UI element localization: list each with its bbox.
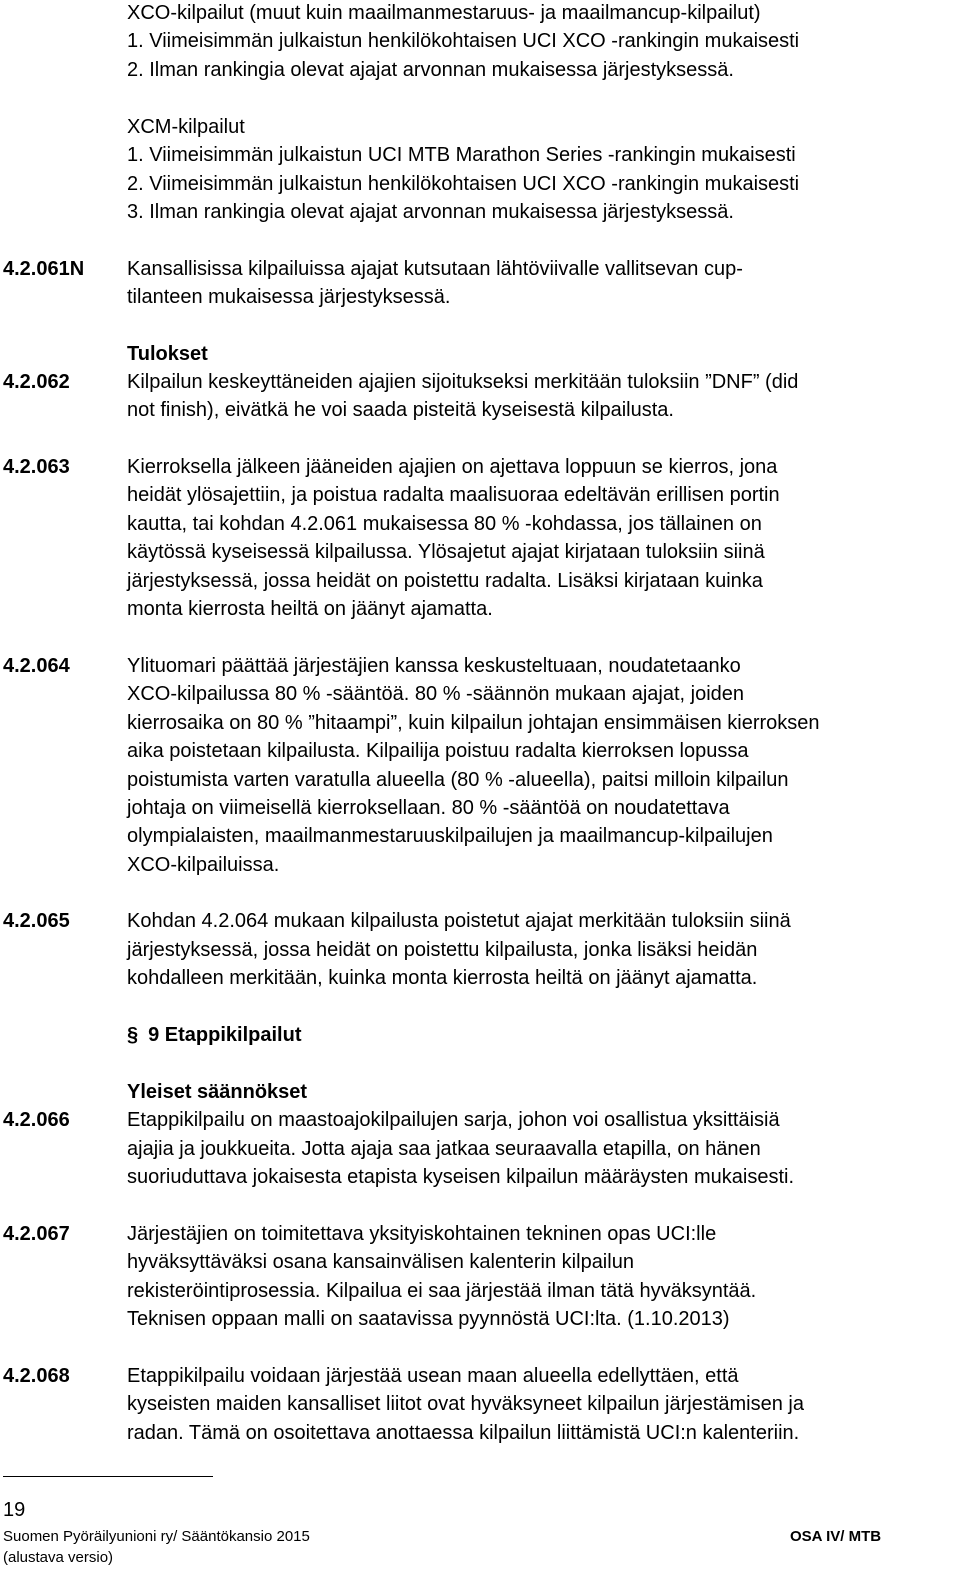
rule-068-line-3: radan. Tämä on osoitettava anottaessa kilpailun liittämistä UCI:n kalenteriin. bbox=[127, 1422, 800, 1444]
rule-064-line-7: olympialaisten, maailmanmestaruuskilpailujen ja maailmancup-kilpailujen bbox=[127, 825, 773, 847]
rule-061n-line-1: Kansallisissa kilpailuissa ajajat kutsutaan lähtöviivalle vallitsevan cup- bbox=[127, 258, 743, 280]
rule-063-line-1: Kierroksella jälkeen jääneiden ajajien on ajettava loppuun se kierros, jona bbox=[127, 456, 778, 478]
section-heading-tulokset: Tulokset bbox=[127, 343, 208, 365]
rule-062-line-1: Kilpailun keskeyttäneiden ajajien sijoitukseksi merkitään tuloksiin ”DNF” (did bbox=[127, 371, 799, 393]
rule-064-line-1: Ylituomari päättää järjestäjien kanssa keskusteltuaan, noudatetaanko bbox=[127, 655, 741, 677]
rule-063-line-3: kautta, tai kohdan 4.2.061 mukaisessa 80 % -kohdassa, jos tällainen on bbox=[127, 513, 762, 535]
rule-068-line-2: kyseisten maiden kansalliset liitot ovat hyväksyneet kilpailun järjestämisen ja bbox=[127, 1393, 804, 1415]
rule-064-line-5: poistumista varten varatulla alueella (80 % -alueella), paitsi milloin kilpailun bbox=[127, 769, 789, 791]
xcm-item-1: 1. Viimeisimmän julkaistun UCI MTB Marathon Series -rankingin mukaisesti bbox=[127, 144, 796, 166]
rule-number-065: 4.2.065 bbox=[3, 910, 70, 932]
rule-067-line-2: hyväksyttäväksi osana kansainvälisen kalenterin kilpailun bbox=[127, 1251, 634, 1273]
rule-067-line-4: Teknisen oppaan malli on saatavissa pyynnöstä UCI:lta. (1.10.2013) bbox=[127, 1308, 730, 1330]
rule-number-068: 4.2.068 bbox=[3, 1365, 70, 1387]
rule-065-line-3: kohdalleen merkitään, kuinka monta kierrosta heiltä on jäänyt ajamatta. bbox=[127, 967, 758, 989]
rule-064-line-8: XCO-kilpailuissa. bbox=[127, 854, 280, 876]
rule-063-line-2: heidät ylösajettiin, ja poistua radalta maalisuoraa edeltävän erillisen portin bbox=[127, 484, 780, 506]
rule-068-line-1: Etappikilpailu voidaan järjestää usean maan alueella edellyttäen, että bbox=[127, 1365, 739, 1387]
page-number: 19 bbox=[3, 1499, 26, 1521]
rule-063-line-5: järjestyksessä, jossa heidät on poistettu radalta. Lisäksi kirjataan kuinka bbox=[127, 570, 763, 592]
rule-number-062: 4.2.062 bbox=[3, 371, 70, 393]
rule-067-line-1: Järjestäjien on toimitettava yksityiskohtainen tekninen opas UCI:lle bbox=[127, 1223, 717, 1245]
rule-067-line-3: rekisteröintiprosessia. Kilpailua ei saa järjestää ilman tätä hyväksyntää. bbox=[127, 1280, 757, 1302]
rule-065-line-2: järjestyksessä, jossa heidät on poistettu kilpailusta, jonka lisäksi heidän bbox=[127, 939, 758, 961]
rule-064-line-2: XCO-kilpailussa 80 % -sääntöä. 80 % -säännön mukaan ajajat, joiden bbox=[127, 683, 745, 705]
rule-066-line-2: ajajia ja joukkueita. Jotta ajaja saa jatkaa seuraavalla etapilla, on hänen bbox=[127, 1138, 761, 1160]
rule-064-line-3: kierrosaika on 80 % ”hitaampi”, kuin kilpailun johtajan ensimmäisen kierroksen bbox=[127, 712, 820, 734]
xco-heading: XCO-kilpailut (muut kuin maailmanmestaruus- ja maailmancup-kilpailut) bbox=[127, 2, 761, 24]
footer-version: (alustava versio) bbox=[3, 1549, 114, 1566]
section-9-title: 9 Etappikilpailut bbox=[148, 1024, 302, 1046]
section-9-heading bbox=[127, 1021, 301, 1049]
rule-063-line-6: monta kierrosta heiltä on jäänyt ajamatta. bbox=[127, 598, 493, 620]
xco-item-1: 1. Viimeisimmän julkaistun henkilökohtaisen UCI XCO -rankingin mukaisesti bbox=[127, 30, 800, 52]
rule-064-line-4: aika poistetaan kilpailusta. Kilpailija poistuu radalta kierroksen lopussa bbox=[127, 740, 749, 762]
footer-publisher: Suomen Pyöräilyunioni ry/ Sääntökansio 2015 bbox=[3, 1528, 310, 1545]
rule-number-064: 4.2.064 bbox=[3, 655, 70, 677]
rule-number-063: 4.2.063 bbox=[3, 456, 70, 478]
xco-item-2: 2. Ilman rankingia olevat ajajat arvonnan mukaisessa järjestyksessä. bbox=[127, 59, 734, 81]
rule-066-line-3: suoriuduttava jokaisesta etapista kyseisen kilpailun määräysten mukaisesti. bbox=[127, 1166, 795, 1188]
xcm-item-2: 2. Viimeisimmän julkaistun henkilökohtaisen UCI XCO -rankingin mukaisesti bbox=[127, 173, 800, 195]
xcm-heading: XCM-kilpailut bbox=[127, 116, 245, 138]
rule-063-line-4: käytössä kyseisessä kilpailussa. Ylösajetut ajajat kirjataan tuloksiin siinä bbox=[127, 541, 765, 563]
rule-065-line-1: Kohdan 4.2.064 mukaan kilpailusta poistetut ajajat merkitään tuloksiin siinä bbox=[127, 910, 791, 932]
footer-section: OSA IV/ MTB bbox=[790, 1528, 882, 1545]
rule-066-line-1: Etappikilpailu on maastoajokilpailujen sarja, johon voi osallistua yksittäisiä bbox=[127, 1109, 780, 1131]
rule-number-061n: 4.2.061N bbox=[3, 258, 85, 280]
xcm-item-3: 3. Ilman rankingia olevat ajajat arvonnan mukaisessa järjestyksessä. bbox=[127, 201, 734, 223]
rule-number-066: 4.2.066 bbox=[3, 1109, 70, 1131]
rule-062-line-2: not finish), eivätkä he voi saada pisteitä kyseisestä kilpailusta. bbox=[127, 399, 674, 421]
section-symbol: § bbox=[127, 1024, 139, 1046]
section-heading-yleiset: Yleiset säännökset bbox=[127, 1081, 308, 1103]
rule-061n-line-2: tilanteen mukaisessa järjestyksessä. bbox=[127, 286, 451, 308]
rule-number-067: 4.2.067 bbox=[3, 1223, 70, 1245]
footer-divider bbox=[3, 1476, 213, 1477]
rule-064-line-6: johtaja on viimeisellä kierroksellaan. 80 % -sääntöä on noudatettava bbox=[127, 797, 730, 819]
